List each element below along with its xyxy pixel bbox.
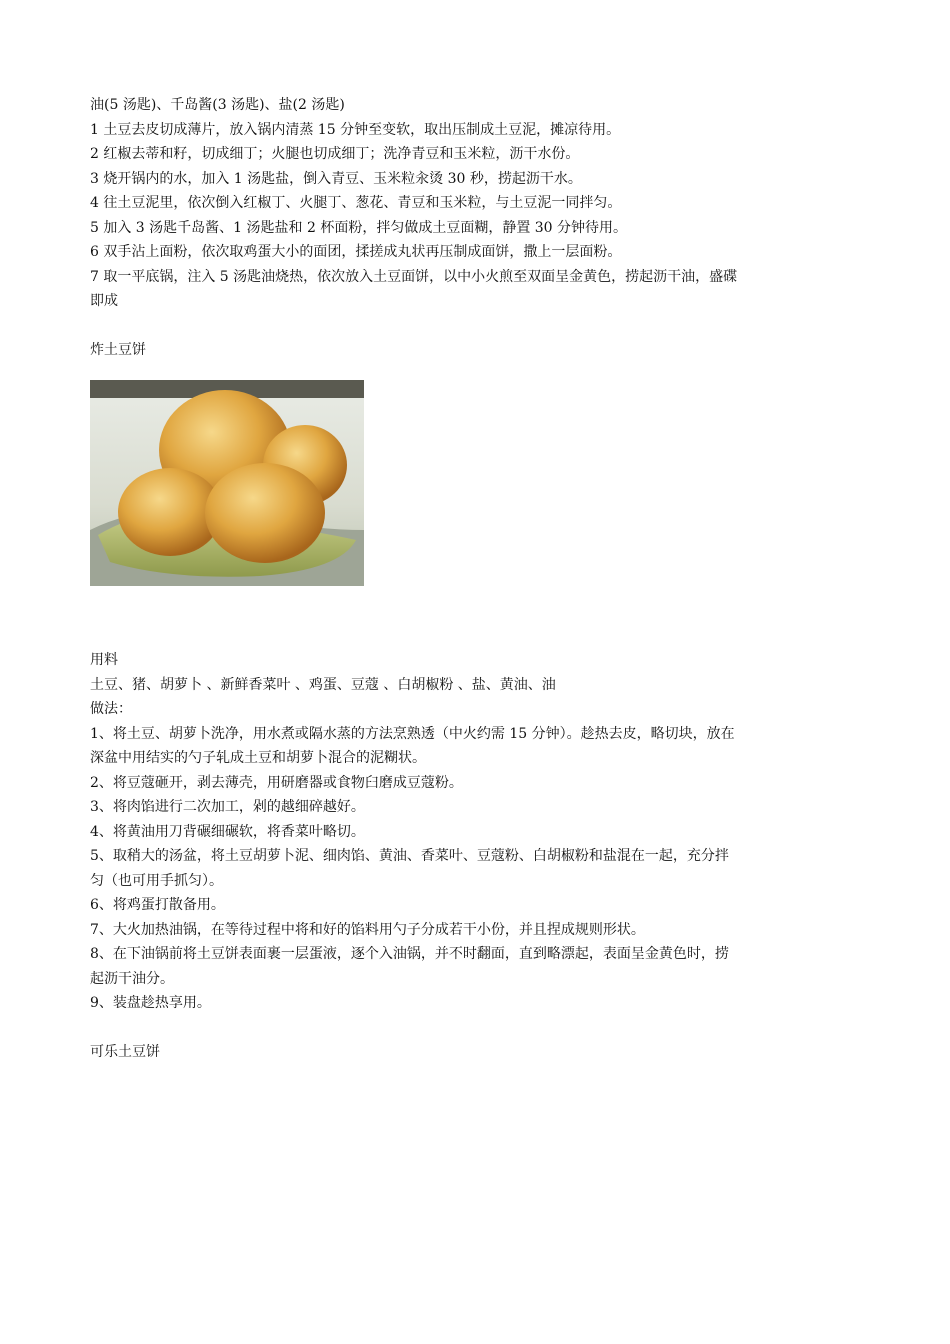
recipe-3-title: 可乐土豆饼 — [90, 1043, 160, 1060]
ingredients-list: 土豆、猪、胡萝卜 、新鲜香菜叶 、鸡蛋、豆蔻 、白胡椒粉 、盐、黄油、油 — [90, 676, 556, 693]
step-line: 6、将鸡蛋打散备用。 — [90, 897, 225, 913]
step-line: 8、在下油锅前将土豆饼表面裹一层蛋液，逐个入油锅，并不时翻面，直到略漂起，表面呈金黄色时，捞 — [90, 946, 729, 962]
recipe-1-line: 1 土豆去皮切成薄片，放入锅内清蒸 15 分钟至变软，取出压制成土豆泥，摊凉待用。 — [90, 121, 621, 138]
recipe-1-line: 6 双手沾上面粉，依次取鸡蛋大小的面团，揉搓成丸状再压制成面饼，撒上一层面粉。 — [90, 244, 622, 260]
recipe-1-line: 2 红椒去蒂和籽，切成细丁；火腿也切成细丁；洗净青豆和玉米粒，沥干水份。 — [90, 146, 580, 162]
spacer — [90, 1016, 862, 1040]
document-page — [90, 93, 862, 1064]
recipe-1-line: 5 加入 3 汤匙千岛酱、1 汤匙盐和 2 杯面粉，拌匀做成土豆面糊，静置 30 分钟待用。 — [90, 219, 628, 236]
spacer — [90, 586, 862, 648]
step-line: 2、将豆蔻砸开，剥去薄壳，用研磨器或食物臼磨成豆蔻粉。 — [90, 774, 463, 791]
fried-potato-cakes-photo — [90, 380, 364, 586]
step-line: 5、取稍大的汤盆，将土豆胡萝卜泥、细肉馅、黄油、香菜叶、豆蔻粉、白胡椒粉和盐混在一起，充分拌 — [90, 848, 729, 864]
step-line: 4、将黄油用刀背碾细碾软，将香菜叶略切。 — [90, 823, 365, 840]
method-heading: 做法： — [90, 701, 132, 717]
recipe-1-line: 7 取一平底锅，注入 5 汤匙油烧热，依次放入土豆面饼，以中小火煎至双面呈金黄色，捞起沥干油，盛碟 — [90, 268, 738, 285]
recipe-1-line: 3 烧开锅内的水，加入 1 汤匙盐，倒入青豆、玉米粒汆烫 30 秒，捞起沥干水。 — [90, 170, 582, 187]
step-line: 1、将土豆、胡萝卜洗净，用水煮或隔水蒸的方法烹熟透（中火约需 15 分钟）。趁热去皮，略切块，放在 — [90, 725, 735, 742]
fried-potato-cakes-icon — [90, 380, 364, 586]
step-line: 起沥干油分。 — [90, 970, 174, 987]
recipe-2-title: 炸土豆饼 — [90, 341, 146, 358]
step-line: 匀（也可用手抓匀）。 — [90, 872, 223, 889]
spacer — [90, 314, 862, 338]
recipe-1-line: 即成 — [90, 293, 118, 309]
recipe-1-line: 油(5 汤匙)、千岛酱(3 汤匙)、盐(2 汤匙) — [90, 97, 345, 113]
step-line: 9、装盘趁热享用。 — [90, 995, 211, 1011]
step-line: 3、将肉馅进行二次加工，剁的越细碎越好。 — [90, 799, 365, 815]
recipe-2-steps — [90, 722, 862, 1016]
recipe-1-line: 4 往土豆泥里，依次倒入红椒丁、火腿丁、葱花、青豆和玉米粒，与土豆泥一同拌匀。 — [90, 195, 622, 211]
ingredients-heading: 用料 — [90, 652, 118, 668]
step-line: 深盆中用结实的勺子轧成土豆和胡萝卜混合的泥糊状。 — [90, 750, 426, 766]
step-line: 7、大火加热油锅，在等待过程中将和好的馅料用勺子分成若干小份，并且捏成规则形状。 — [90, 921, 645, 938]
recipe-1-body — [90, 93, 862, 314]
